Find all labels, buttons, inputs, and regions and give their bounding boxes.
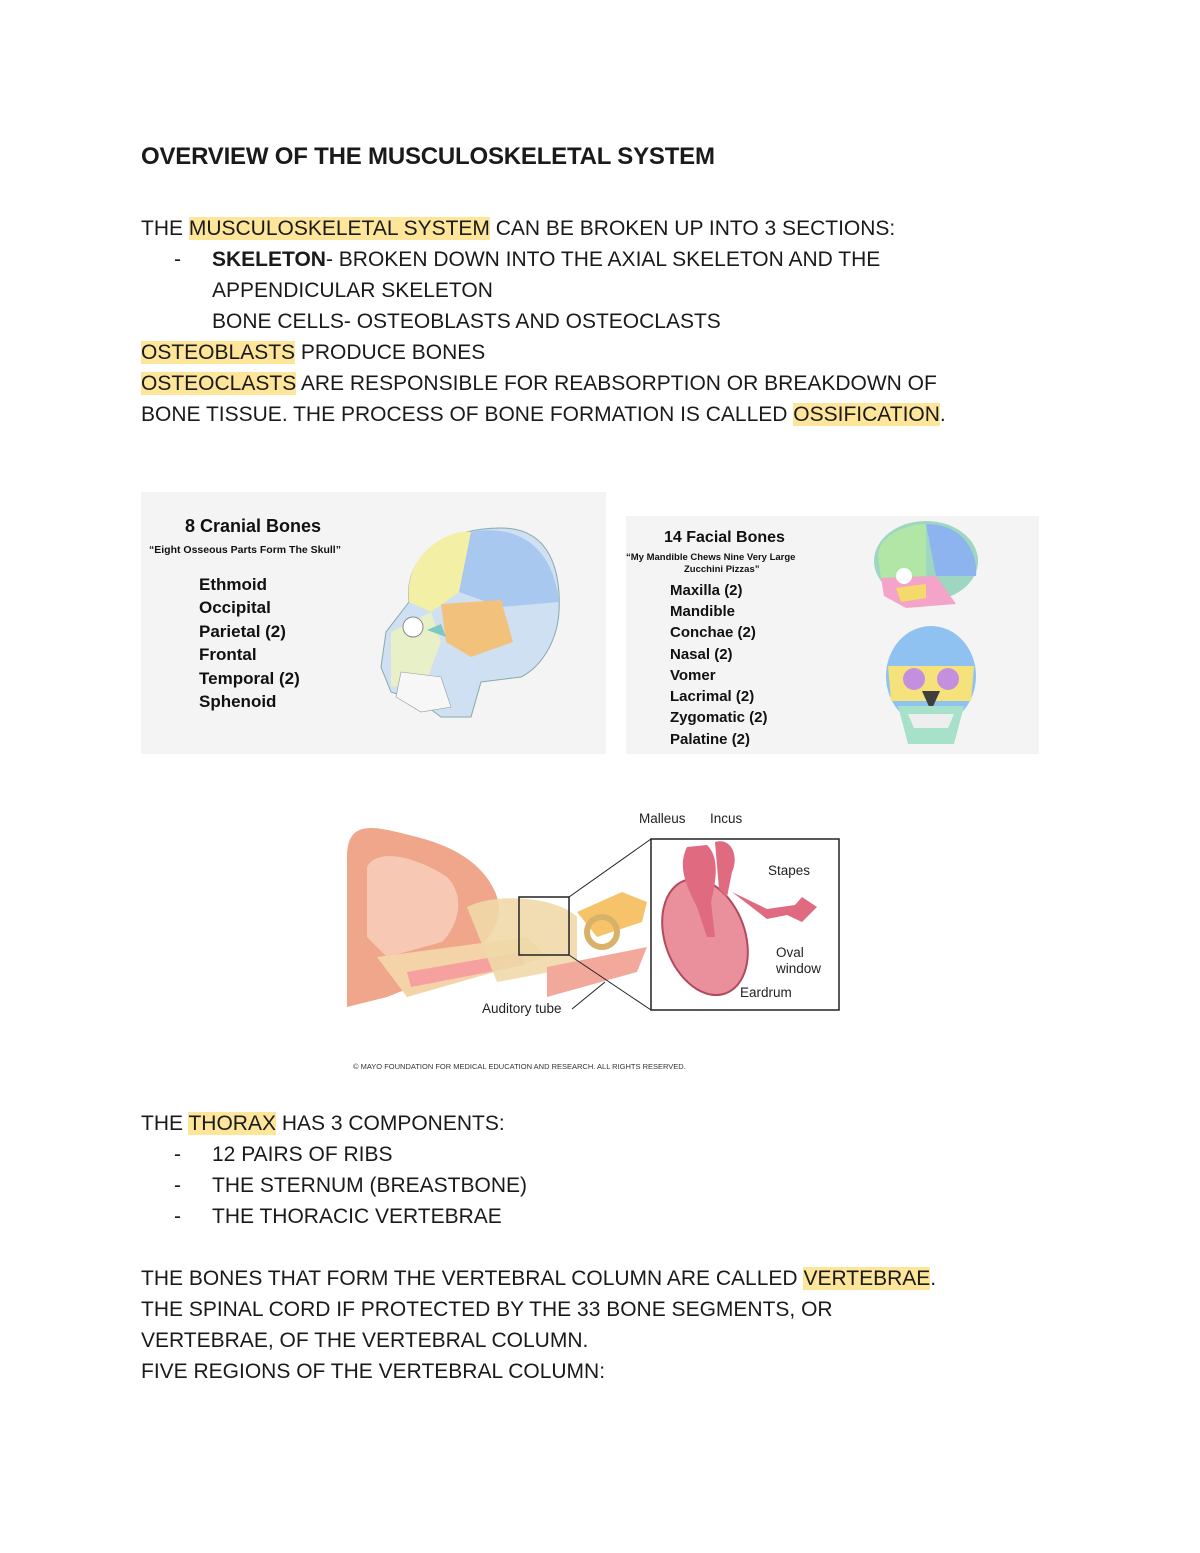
osteoclasts-line-1 — [141, 368, 937, 399]
stapes-label: Stapes — [768, 863, 811, 878]
intro-post: CAN BE BROKEN UP INTO 3 SECTIONS: — [489, 217, 896, 240]
thorax-pre: THE — [141, 1112, 189, 1135]
ossification-highlight: OSSIFICATION — [793, 403, 940, 426]
vertebrae-post: . — [930, 1267, 937, 1290]
ear-copyright: © MAYO FOUNDATION FOR MEDICAL EDUCATION AND RESEARCH. ALL RIGHTS RESERVED. — [353, 1062, 686, 1071]
cranial-heading: 8 Cranial Bones — [185, 516, 322, 536]
osteoblasts-highlight: OSTEOBLASTS — [141, 341, 296, 364]
skeleton-line-2: APPENDICULAR SKELETON — [212, 279, 493, 302]
facial-bone-item: Nasal (2) — [670, 646, 733, 663]
malleus-label: Malleus — [639, 811, 686, 826]
osteoclasts-line-2 — [141, 399, 946, 430]
vertebrae-line-4: FIVE REGIONS OF THE VERTEBRAL COLUMN: — [141, 1360, 606, 1383]
bullet-dash: - — [174, 1205, 181, 1228]
oval-window-label-2: window — [776, 961, 822, 976]
vertebrae-line-3: VERTEBRAE, OF THE VERTEBRAL COLUMN. — [141, 1329, 589, 1352]
facial-bone-item: Mandible — [670, 603, 736, 620]
skeleton-line-3: BONE CELLS- OSTEOBLASTS AND OSTEOCLASTS — [212, 310, 721, 333]
vertebrae-highlight: VERTEBRAE — [803, 1267, 931, 1290]
osteoclasts-highlight: OSTEOCLASTS — [141, 372, 297, 395]
facial-bone-item: Zygomatic (2) — [670, 709, 768, 726]
facial-bone-item: Lacrimal (2) — [670, 688, 755, 705]
cranial-mnemonic: “Eight Osseous Parts Form The Skull” — [149, 544, 341, 556]
facial-heading: 14 Facial Bones — [664, 529, 785, 546]
vertebrae-pre: THE BONES THAT FORM THE VERTEBRAL COLUMN ARE CALLED — [141, 1267, 804, 1290]
ear-anatomy-figure — [347, 797, 841, 1075]
thorax-item: THE STERNUM (BREASTBONE) — [212, 1174, 528, 1197]
cranial-bones-figure — [141, 492, 606, 754]
ossification-pre: BONE TISSUE. THE PROCESS OF BONE FORMATION IS CALLED — [141, 403, 794, 426]
osteoclasts-post: ARE RESPONSIBLE FOR REABSORPTION OR BREAKDOWN OF — [296, 372, 937, 395]
thorax-paragraph — [141, 1108, 505, 1139]
thorax-item: 12 PAIRS OF RIBS — [212, 1143, 393, 1166]
skeleton-line-1 — [212, 244, 880, 275]
bullet-dash: - — [174, 1143, 181, 1166]
thorax-item: THE THORACIC VERTEBRAE — [212, 1205, 502, 1228]
vertebrae-line-2: THE SPINAL CORD IF PROTECTED BY THE 33 BONE SEGMENTS, OR — [141, 1298, 833, 1321]
vertebrae-line-1 — [141, 1263, 936, 1294]
bullet-dash: - — [174, 1174, 181, 1197]
skeleton-bold: SKELETON — [212, 248, 326, 271]
osteoblasts-post: PRODUCE BONES — [295, 341, 486, 364]
page-title: OVERVIEW OF THE MUSCULOSKELETAL SYSTEM — [141, 143, 715, 170]
bullet-dash: - — [174, 248, 181, 271]
intro-pre: THE — [141, 217, 189, 240]
thorax-highlight: THORAX — [188, 1112, 276, 1135]
auditory-tube-label: Auditory tube — [482, 1001, 562, 1016]
thorax-post: HAS 3 COMPONENTS: — [275, 1112, 505, 1135]
cranial-bone-item: Frontal — [199, 645, 257, 664]
facial-bone-item: Palatine (2) — [670, 731, 751, 748]
cranial-bone-item: Temporal (2) — [199, 669, 300, 688]
intro-highlight: MUSCULOSKELETAL SYSTEM — [188, 217, 490, 240]
facial-bone-item: Maxilla (2) — [670, 582, 743, 599]
skeleton-rest: - BROKEN DOWN INTO THE AXIAL SKELETON AND THE — [325, 248, 881, 271]
incus-label: Incus — [710, 811, 743, 826]
facial-mnemonic-line-1: “My Mandible Chews Nine Very Large — [626, 552, 796, 563]
eardrum-label: Eardrum — [740, 985, 792, 1000]
facial-mnemonic-line-2: Zucchini Pizzas” — [684, 564, 760, 575]
ossification-post: . — [939, 403, 946, 426]
facial-bone-item: Vomer — [670, 667, 716, 684]
facial-bones-figure — [626, 516, 1039, 754]
intro-paragraph — [141, 213, 895, 244]
cranial-bone-item: Sphenoid — [199, 692, 277, 711]
facial-bone-item: Conchae (2) — [670, 624, 756, 641]
cranial-bone-item: Parietal (2) — [199, 622, 286, 641]
cranial-bone-item: Ethmoid — [199, 575, 267, 594]
cranial-bone-item: Occipital — [199, 598, 271, 617]
oval-window-label-1: Oval — [776, 945, 804, 960]
osteoblasts-line — [141, 337, 485, 368]
